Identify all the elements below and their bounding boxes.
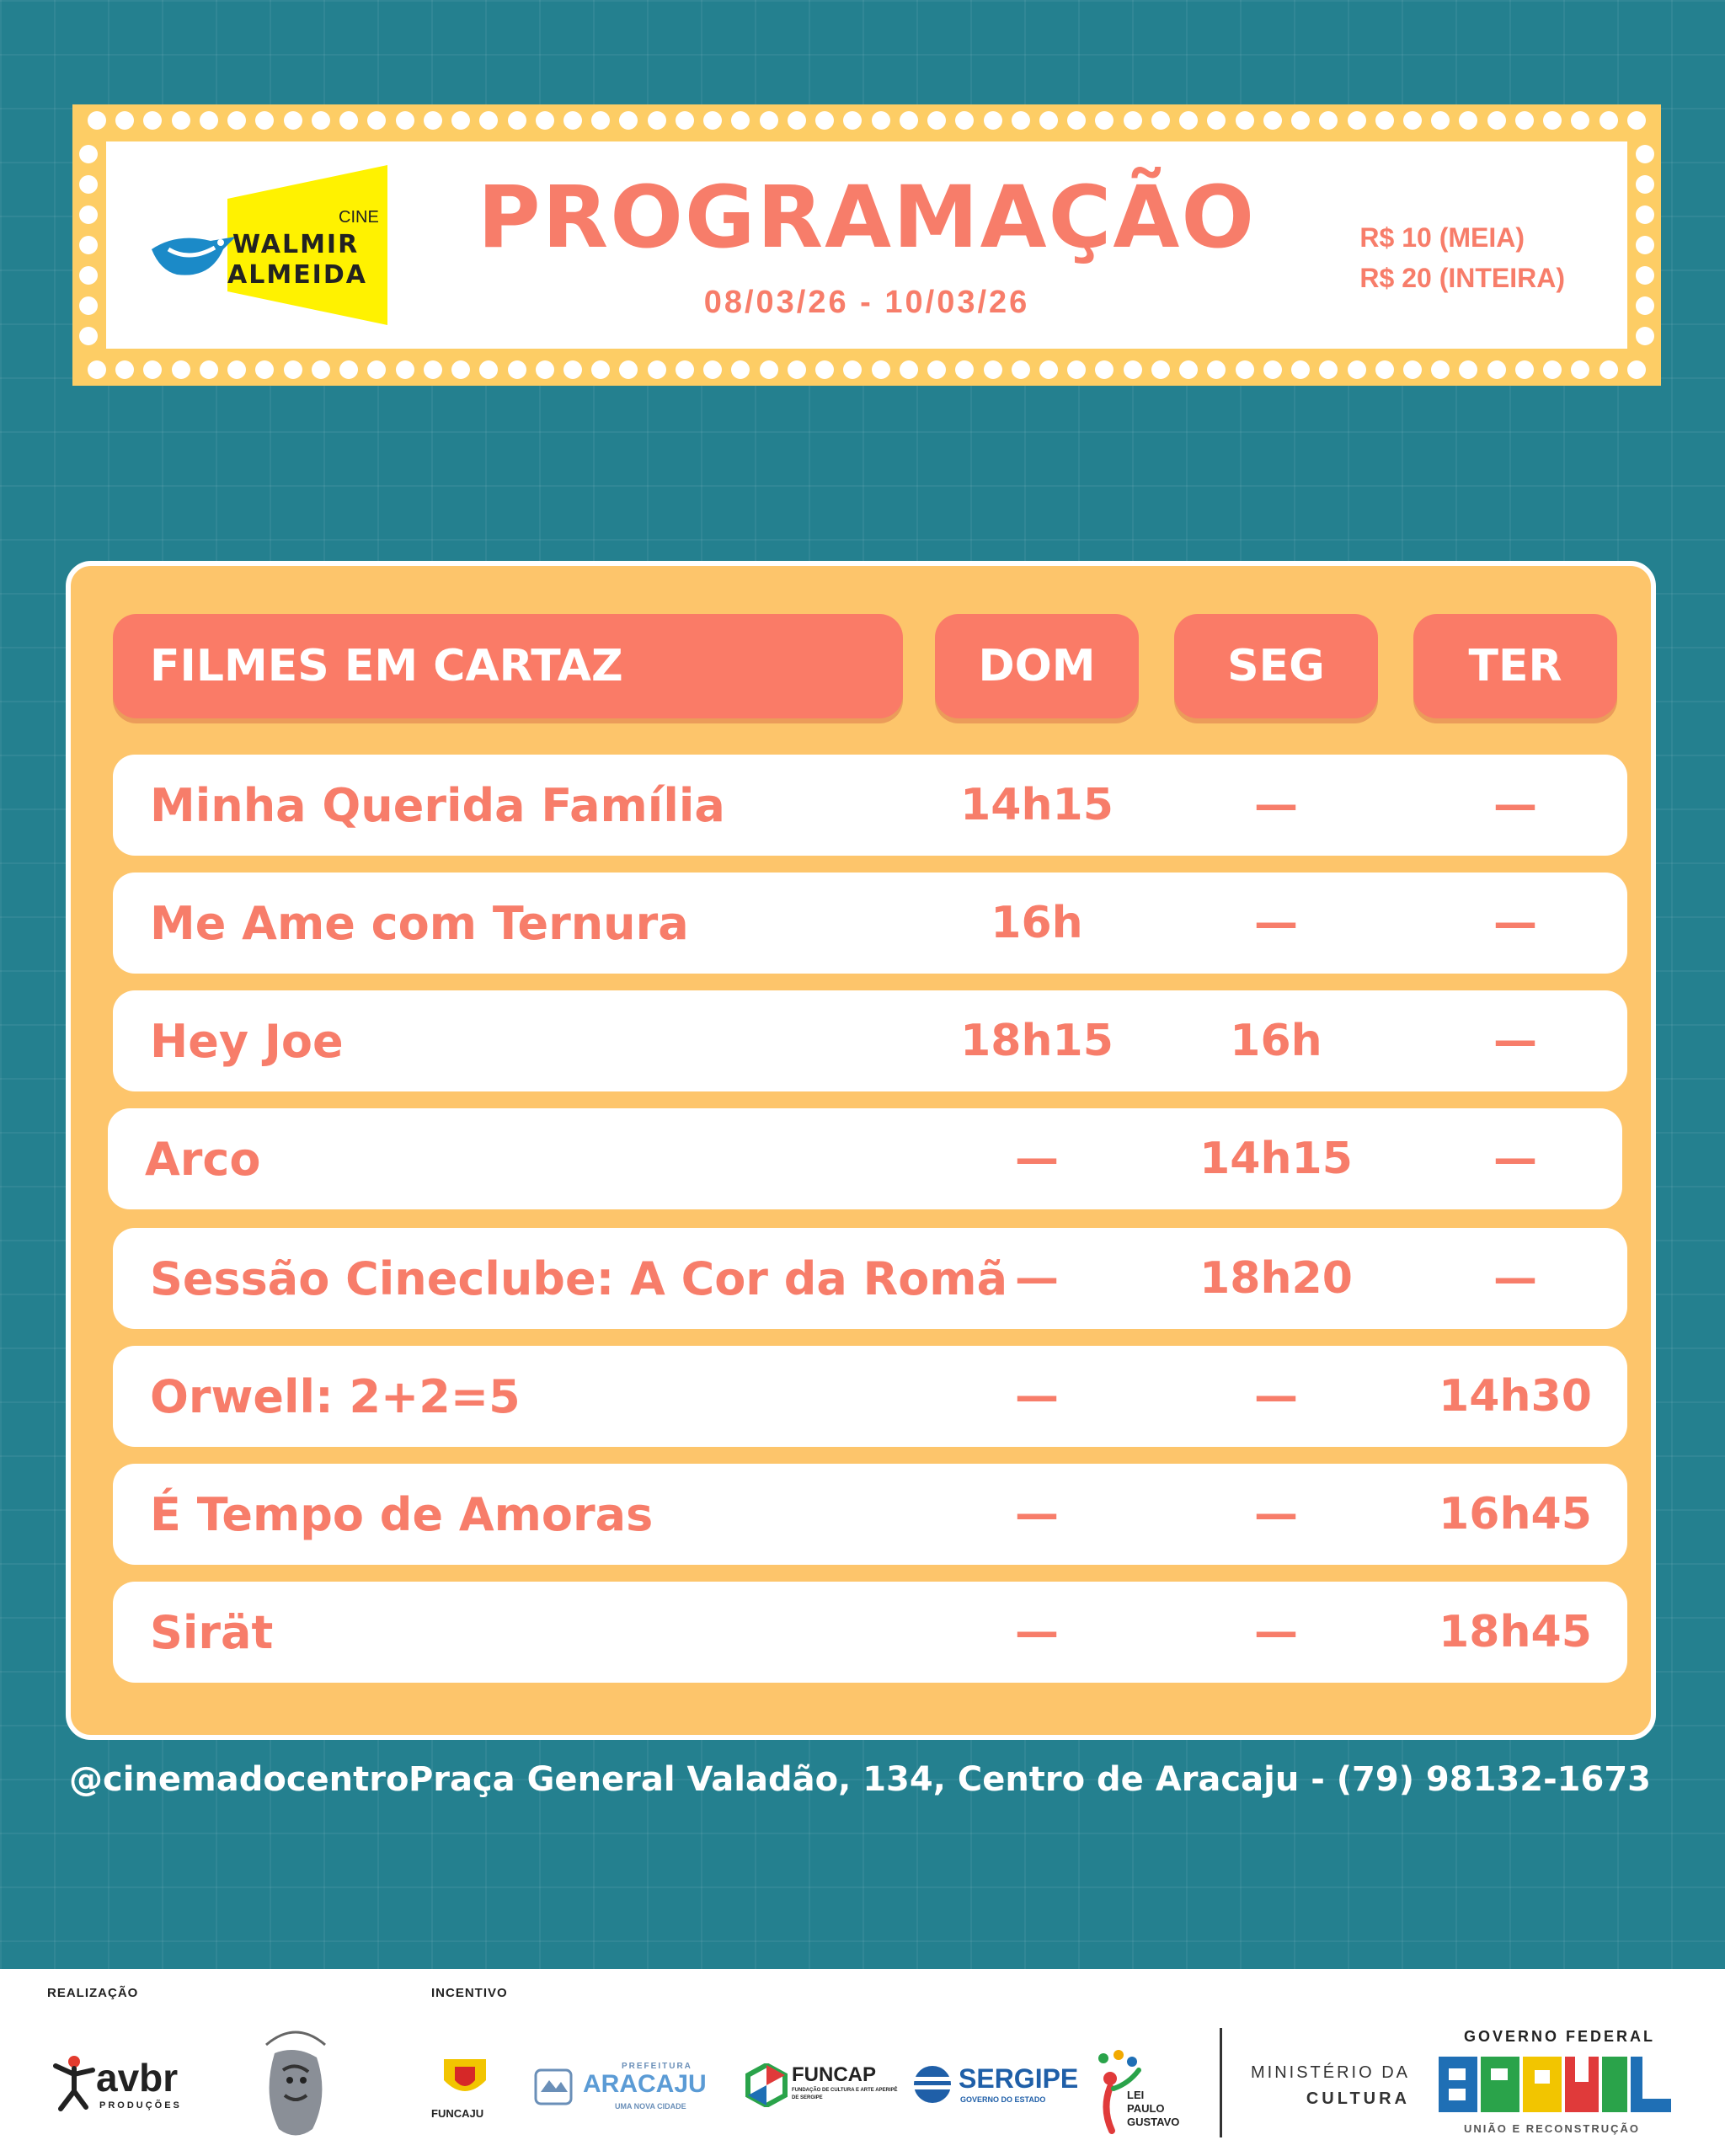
showtime-ter: — (1493, 898, 1537, 948)
aracaju-name: ARACAJU (583, 2070, 707, 2098)
marquee-bulb (508, 360, 526, 379)
marquee-bulb (396, 111, 414, 130)
marquee-bulb (200, 111, 218, 130)
showtime-dom: — (1015, 1489, 1059, 1540)
marquee-bulb (143, 111, 162, 130)
marquee-bulbs-left (77, 145, 99, 345)
marquee-bulb (339, 111, 358, 130)
film-title: Sessão Cineclube: A Cor da Romã (150, 1251, 1008, 1305)
marquee-bulb (479, 360, 498, 379)
marquee-bulb (1039, 360, 1058, 379)
marquee-bulb (79, 296, 98, 315)
instagram-handle[interactable]: @cinemadocentro (69, 1760, 409, 1799)
marquee-bulb (536, 111, 554, 130)
film-row (108, 1108, 1622, 1209)
marquee-bulb (536, 360, 554, 379)
sergipe-name: SERGIPE (959, 2063, 1079, 2094)
film-title: Hey Joe (150, 1014, 344, 1068)
marquee-bulb (1012, 360, 1030, 379)
marquee-bulb (1348, 111, 1366, 130)
marquee-bulb (1636, 296, 1654, 315)
sponsor-divider (1220, 2028, 1222, 2137)
funcap-logo (745, 2063, 896, 2122)
film-row (113, 1228, 1627, 1329)
sponsors-strip (0, 1969, 1725, 2156)
marquee-bulb (79, 236, 98, 254)
marquee-bulb (115, 360, 134, 379)
marquee-bulb (1487, 111, 1506, 130)
marquee-bulb (1236, 360, 1254, 379)
marquee-bulb (367, 360, 386, 379)
marquee-bulb (872, 111, 890, 130)
marquee-bulb (1636, 145, 1654, 163)
marquee-bulb (200, 360, 218, 379)
marquee-bulb (927, 360, 946, 379)
showtime-dom: — (1015, 1371, 1059, 1422)
marquee-bulb (115, 111, 134, 130)
marquee-bulb (172, 360, 190, 379)
film-title: Minha Querida Família (150, 778, 725, 832)
marquee-bulb (1348, 360, 1366, 379)
marquee-bulb (1627, 360, 1646, 379)
ministerio-cultura-logo (1242, 2063, 1410, 2122)
marquee-bulb (900, 360, 918, 379)
showtime-dom: 18h15 (960, 1016, 1114, 1066)
address-phone: Praça General Valadão, 134, Centro de Aracaju - (79) 98132-1673 (408, 1760, 1651, 1799)
marquee-bulb (619, 360, 638, 379)
marquee-bulb (1263, 111, 1282, 130)
marquee-bulb (648, 111, 666, 130)
incentivo-label: INCENTIVO (431, 1986, 508, 2000)
marquee-bulb (955, 111, 974, 130)
dancer-icon (49, 2053, 99, 2112)
marquee-bulb (1571, 360, 1589, 379)
marquee-bulb (396, 360, 414, 379)
marquee-bulb (591, 360, 610, 379)
marquee-bulb (731, 111, 750, 130)
lei-paulo-gustavo-logo (1093, 2050, 1203, 2143)
marquee-bulb (1319, 360, 1338, 379)
showtime-seg: 14h15 (1199, 1134, 1353, 1184)
marquee-bulb (1459, 111, 1477, 130)
marquee-bulb (284, 111, 302, 130)
marquee-bulb (88, 360, 106, 379)
marquee-bulb (227, 111, 246, 130)
film-row (113, 1346, 1627, 1447)
film-row (113, 1582, 1627, 1683)
showtime-dom: 16h (991, 898, 1083, 948)
showtime-ter: — (1493, 1253, 1537, 1304)
marquee-bulbs-right (1634, 145, 1656, 345)
marquee-bulb (367, 111, 386, 130)
marquee-bulb (1375, 360, 1394, 379)
marquee-bulb (79, 145, 98, 163)
marquee-bulb (451, 360, 470, 379)
marquee-bulb (1636, 175, 1654, 194)
film-title: É Tempo de Amoras (150, 1487, 654, 1541)
sergipe-flag-icon (913, 2055, 952, 2114)
lpg-line-1: LEI (1127, 2089, 1145, 2101)
marquee-bulb (255, 360, 274, 379)
governo-federal-logo (1439, 2028, 1683, 2146)
marquee-bulb (1627, 111, 1646, 130)
marquee-bulb (703, 360, 722, 379)
marquee-bulb (1095, 111, 1114, 130)
marquee-bulb (927, 111, 946, 130)
funcap-sub: FUNDAÇÃO DE CULTURA E ARTE APERIPÊ DE SERGIPE (792, 2088, 898, 2100)
logo-line-3: ALMEIDA (227, 260, 367, 290)
lpg-line-3: GUSTAVO (1127, 2116, 1180, 2128)
marquee-bulb (1515, 360, 1534, 379)
price-full: R$ 20 (INTEIRA) (1359, 263, 1565, 293)
marquee-bulb (703, 111, 722, 130)
funcap-hexagon-icon (745, 2063, 788, 2107)
funcaju-name: FUNCAJU (431, 2107, 484, 2120)
lpg-line-2: PAULO (1127, 2102, 1165, 2115)
showtime-dom: — (1015, 1607, 1059, 1657)
marquee-bulb (900, 111, 918, 130)
marquee-bulb (1487, 360, 1506, 379)
showtime-seg: — (1254, 780, 1298, 830)
marquee-bulb (1124, 111, 1142, 130)
day-header-seg: SEG (1174, 614, 1378, 718)
marquee-bulb (1207, 360, 1226, 379)
marquee-bulb (1012, 111, 1030, 130)
showtime-ter: — (1493, 1134, 1537, 1184)
marquee-bulb (815, 360, 834, 379)
film-title: Orwell: 2+2=5 (150, 1369, 521, 1423)
marquee-bulb (79, 175, 98, 194)
marquee-bulb (984, 111, 1002, 130)
film-title: Arco (145, 1132, 261, 1186)
marquee-bulb (1067, 360, 1086, 379)
brasil-wordmark-icon (1439, 2053, 1683, 2116)
day-header-dom: DOM (935, 614, 1139, 718)
marquee-bulb (1431, 360, 1450, 379)
day-header-ter: TER (1413, 614, 1617, 718)
marquee-bulb (1403, 111, 1422, 130)
marquee-bulb (1543, 111, 1562, 130)
governo-top: GOVERNO FEDERAL (1464, 2028, 1656, 2045)
film-title: Me Ame com Ternura (150, 896, 689, 950)
marquee-bulb (284, 360, 302, 379)
marquee-bulb (1599, 360, 1618, 379)
marquee-bulbs-bottom (88, 359, 1646, 381)
mascot-emblem-icon (249, 2020, 342, 2146)
marquee-bulb (1151, 360, 1170, 379)
marquee-bulb (1124, 360, 1142, 379)
marquee-bulb (227, 360, 246, 379)
marquee-bulb (815, 111, 834, 130)
films-header: FILMES EM CARTAZ (113, 614, 903, 718)
marquee-bulb (1636, 205, 1654, 224)
date-range: 08/03/26 - 10/03/26 (703, 285, 1030, 320)
header-marquee (72, 104, 1661, 386)
marquee-bulb (843, 111, 862, 130)
aracaju-logo (531, 2062, 708, 2129)
showtime-ter: 14h30 (1439, 1371, 1592, 1422)
marquee-bulb (79, 205, 98, 224)
avbr-name: avbr (96, 2056, 179, 2100)
showtime-ter: 18h45 (1439, 1607, 1592, 1657)
funcaju-logo (431, 2055, 499, 2131)
marquee-bulb (676, 111, 694, 130)
avbr-sub: PRODUÇÕES (99, 2100, 182, 2111)
ticket-prices (1359, 217, 1565, 298)
marquee-bulb (1459, 360, 1477, 379)
marquee-bulb (508, 111, 526, 130)
marquee-bulb (1403, 360, 1422, 379)
showtime-seg: — (1254, 1489, 1298, 1540)
marquee-bulb (1431, 111, 1450, 130)
marquee-bulb (339, 360, 358, 379)
sergipe-sub: GOVERNO DO ESTADO (960, 2095, 1046, 2104)
ministerio-line-2: CULTURA (1306, 2089, 1410, 2108)
marquee-bulb (563, 360, 582, 379)
marquee-bulb (984, 360, 1002, 379)
marquee-bulb (1599, 111, 1618, 130)
marquee-bulb (648, 360, 666, 379)
marquee-bulb (1179, 360, 1198, 379)
marquee-bulb (451, 111, 470, 130)
marquee-bulb (424, 111, 442, 130)
showtime-seg: — (1254, 1371, 1298, 1422)
marquee-bulb (1179, 111, 1198, 130)
price-half: R$ 10 (MEIA) (1359, 222, 1525, 253)
marquee-bulb (1515, 111, 1534, 130)
marquee-bulb (1636, 266, 1654, 285)
marquee-bulb (843, 360, 862, 379)
film-row (113, 1464, 1627, 1565)
showtime-dom: — (1015, 1134, 1059, 1184)
marquee-bulb (1263, 360, 1282, 379)
marquee-bulb (1543, 360, 1562, 379)
schedule-panel (66, 561, 1656, 1740)
marquee-bulb (731, 360, 750, 379)
marquee-bulb (788, 360, 806, 379)
film-title: Sirät (150, 1605, 274, 1659)
marquee-bulb (312, 111, 330, 130)
marquee-bulb (1571, 111, 1589, 130)
marquee-bulb (312, 360, 330, 379)
aracaju-crest-icon (531, 2062, 576, 2111)
marquee-bulb (788, 111, 806, 130)
logo-line-1: CINE (339, 208, 379, 227)
marquee-bulb (1291, 360, 1310, 379)
aracaju-sub: UMA NOVA CIDADE (615, 2102, 686, 2111)
logo-line-2: WALMIR (232, 230, 360, 259)
marquee-bulb (79, 266, 98, 285)
marquee-bulb (255, 111, 274, 130)
marquee-bulb (1319, 111, 1338, 130)
realizacao-label: REALIZAÇÃO (47, 1986, 139, 2000)
aracaju-top: PREFEITURA (622, 2062, 692, 2071)
avbr-logo (49, 2053, 209, 2121)
marquee-bulb (619, 111, 638, 130)
marquee-bulb (676, 360, 694, 379)
marquee-bulb (1151, 111, 1170, 130)
marquee-bulb (563, 111, 582, 130)
marquee-bulbs-top (88, 109, 1646, 131)
showtime-ter: 16h45 (1439, 1489, 1592, 1540)
marquee-bulb (1236, 111, 1254, 130)
marquee-bulb (1636, 327, 1654, 345)
marquee-bulb (1039, 111, 1058, 130)
ministerio-line-1: MINISTÉRIO DA (1250, 2063, 1410, 2082)
governo-sub: UNIÃO E RECONSTRUÇÃO (1464, 2122, 1641, 2135)
funcaju-shield-icon (440, 2055, 490, 2102)
marquee-bulb (1067, 111, 1086, 130)
marquee-bulb (1636, 236, 1654, 254)
sergipe-logo (913, 2055, 1079, 2122)
film-row (113, 990, 1627, 1091)
showtime-dom: 14h15 (960, 780, 1114, 830)
funcap-name: FUNCAP (792, 2063, 876, 2086)
showtime-ter: — (1493, 1016, 1537, 1066)
marquee-bulb (955, 360, 974, 379)
showtime-ter: — (1493, 780, 1537, 830)
marquee-bulb (1207, 111, 1226, 130)
marquee-bulb (1095, 360, 1114, 379)
showtime-seg: — (1254, 898, 1298, 948)
marquee-bulb (760, 111, 778, 130)
marquee-bulb (1291, 111, 1310, 130)
page-title: PROGRAMAÇÃO (477, 168, 1257, 268)
header-board (106, 141, 1627, 349)
showtime-seg: 18h20 (1199, 1253, 1353, 1304)
showtime-dom: — (1015, 1253, 1059, 1304)
showtime-seg: — (1254, 1607, 1298, 1657)
film-row (113, 755, 1627, 856)
showtime-seg: 16h (1230, 1016, 1322, 1066)
marquee-bulb (424, 360, 442, 379)
marquee-bulb (88, 111, 106, 130)
marquee-bulb (872, 360, 890, 379)
marquee-bulb (172, 111, 190, 130)
film-row (113, 873, 1627, 974)
marquee-bulb (479, 111, 498, 130)
marquee-bulb (591, 111, 610, 130)
marquee-bulb (1375, 111, 1394, 130)
marquee-bulb (79, 327, 98, 345)
marquee-bulb (143, 360, 162, 379)
marquee-bulb (760, 360, 778, 379)
